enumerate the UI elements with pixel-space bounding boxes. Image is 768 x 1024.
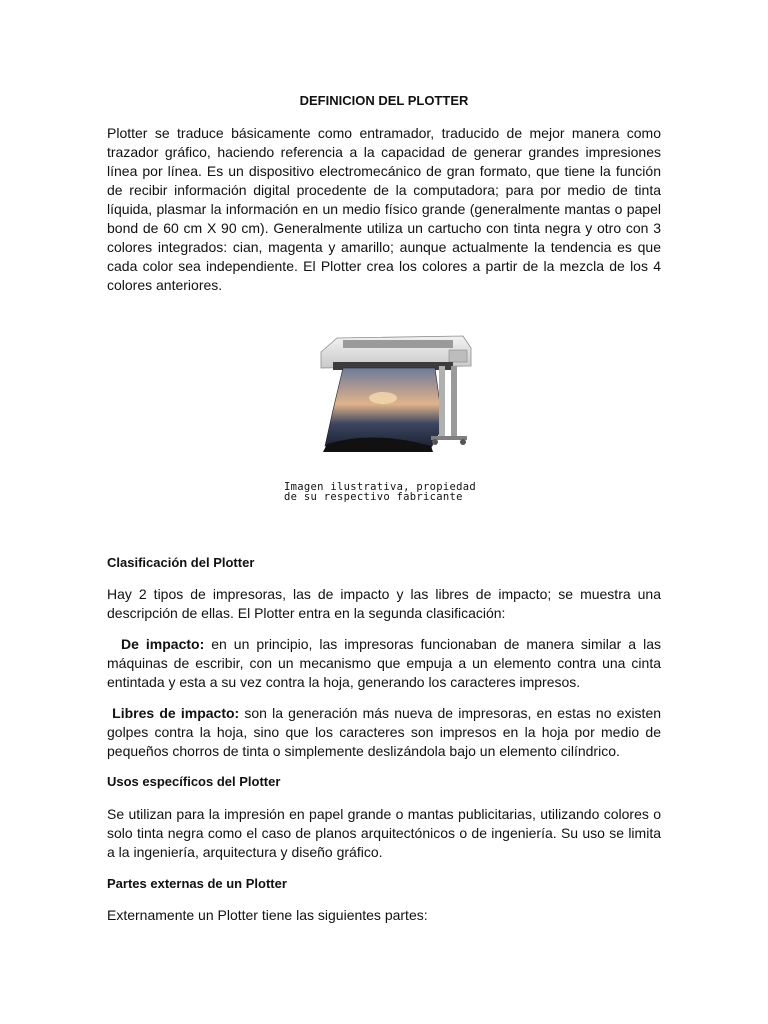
impacto-text: en un principio, las impresoras funcionaban de manera similar a las máquinas de escribir, con un mecanismo que empuja a un elemento contra una cinta entintada y esta a su vez contra la hoja, generando los caracteres impresos. — [107, 636, 661, 690]
figure-caption — [284, 482, 524, 502]
heading-partes: Partes externas de un Plotter — [107, 876, 287, 891]
impacto-paragraph — [107, 635, 661, 692]
partes-paragraph: Externamente un Plotter tiene las siguientes partes: — [107, 907, 428, 923]
clasificacion-paragraph: Hay 2 tipos de impresoras, las de impacto y las libres de impacto; se muestra una descripción de ellas. El Plotter entra en la segunda clasificación: — [107, 586, 661, 621]
libres-text: son la generación más nueva de impresoras, en estas no existen golpes contra la hoja, sino que los caracteres son impresos en la hoja por medio de pequeños chorros de tinta o simplemente deslizándola bajo un elemento cilíndrico. — [107, 705, 662, 759]
intro-paragraph: Plotter se traduce básicamente como entramador, traducido de mejor manera como trazador gráfico, haciendo referencia a la capacidad de generar grandes impresiones línea por línea. Es un dispositivo electromecánico de gran formato, que tiene la función de recibir información digital procedente de la computadora; para por medio de tinta líquida, plasmar la información en un medio físico grande (generalmente mantas o papel bond de 60 cm X 90 cm). Generalmente utiliza un cartucho con tinta negra y otro con 3 colores integrados: cian, magenta y amarillo; aunque actualmente la tendencia es que cada color sea independiente. El Plotter crea los colores a partir de la mezcla de los 4 colores anteriores. — [107, 125, 661, 293]
document-title: DEFINICION DEL PLOTTER — [299, 93, 469, 108]
heading-clasificacion: Clasificación del Plotter — [107, 555, 255, 570]
impacto-label: De impacto: — [121, 636, 205, 652]
usos-paragraph: Se utilizan para la impresión en papel grande o mantas publicitarias, utilizando colores o solo tinta negra como el caso de planos arquitectónicos o de ingeniería. Su uso se limita a la ingeniería, arquitectura y diseño gráfico. — [107, 806, 661, 860]
heading-usos: Usos específicos del Plotter — [107, 774, 281, 789]
libres-paragraph — [107, 704, 661, 761]
caption-line-1: Imagen ilustrativa, propiedad — [284, 481, 477, 493]
caption-line-2: de su respectivo fabricante — [284, 491, 463, 503]
plotter-printer-image — [313, 330, 473, 460]
libres-label: Libres de impacto: — [112, 705, 240, 721]
